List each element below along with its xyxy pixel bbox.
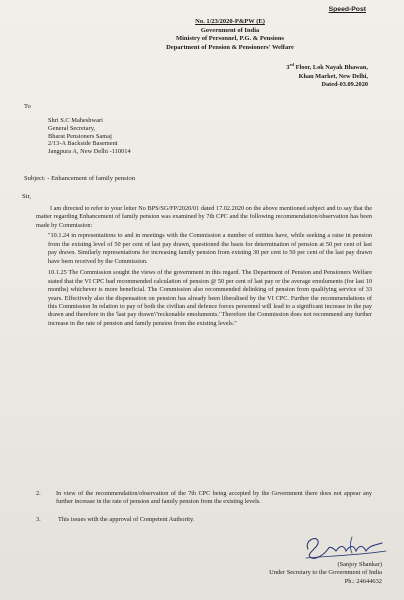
letter-date: Dated-03.09.2020 [321,80,368,88]
office-address [248,61,368,89]
file-number: No. 1/23/2020-P&PW (E) [195,18,265,25]
subject-line: Subject: - Enhancement of family pension [24,175,136,182]
to-label: To [24,103,31,110]
header-line-department: Department of Pension & Pensioners' Welfare [166,43,294,51]
commission-quote [48,232,372,328]
quote-para-10-1-25: 10.1.25 The Commission sought the views of the government in this regard. The Department of Pension and Pensioners Welfare stated that the VI CPC had recommended calculation of pension @ 50 per cent of last pay or the average emoluments (for last 10 months) whichever is more beneficial. The Commission also recommended delinking of pension from qualifying service of 33 years. Effectively also the dispensation on pension has already been liberalised by the VI CPC. Further the recommendations of this Commission In relation to pay of both the civilian and defence forces personnel will lead to a significant increase in the pay drawn and therefore in the 'last pay drawn'/'reckonable emoluments.' Therefore the Commission does not recommend any further increase in the rate of pension and family pension from the existing levels." [48,269,372,327]
recipient-address-1: 2/13-A Backside Basement [48,140,118,148]
recipient-title: General Secretary, [48,124,96,132]
recipient-block [48,117,131,156]
letter-body [36,205,372,328]
paragraph-3-number: 3. [36,516,41,523]
recipient-organisation: Bharat Pensioners Samaj [48,132,112,140]
letter-header [150,18,310,52]
salutation: Sir, [22,193,32,200]
signatory-phone: Ph.: 24644632 [344,577,382,585]
signatory-block [212,561,382,586]
signatory-designation: Under Secretary to the Government of India [269,569,382,577]
recipient-name: Shri S.C Maheshwari [48,117,103,124]
signatory-name: (Sanjoy Shankar) [337,561,382,568]
paragraph-2-number: 2. [36,490,41,497]
paragraph-2 [36,490,372,507]
address-line-floor: 3rd Floor, Lok Nayak Bhawan, [286,62,368,72]
recipient-address-2: Jangpura A, New Delhi -110014 [48,148,131,156]
quote-para-10-1-24: "10.1.24 in representations to and in meetings with the Commission a number of entities have, while seeking a raise in pension from the existing level of 50 per cent of last pay drawn, questioned the basis for determination of pension at 50 per cent of last pay drawn. Similarly representations for increasing family pension from existing 30 per cent to 50 per cent of the last pay drawn have been received by the Commission. [48,232,372,265]
speed-post-label: Speed-Post [328,6,366,13]
paragraph-1: I am directed to refer to your letter No BPS/SG/FP/2020/01 dated 17.02.2020 on the above mentioned subject and to say that the matter regarding Enhancement of family pension was examined by 7th CPC and the following recommendation/observation has been made by Commission: [36,205,372,229]
header-line-government: Government of India [200,26,260,34]
paragraph-3-text: This issues with the approval of Competent Authority. [58,516,195,523]
header-line-ministry: Ministry of Personnel, P.G. & Pensions [175,35,285,43]
paragraph-2-text: In view of the recommendation/observation of the 7th CPC being accepted by the Government there does not appear any further increase in the rate of pension and family pension from the existing levels. [56,490,372,506]
address-line-city: Khan Market, New Delhi, [298,72,368,80]
paragraph-3 [36,516,195,523]
